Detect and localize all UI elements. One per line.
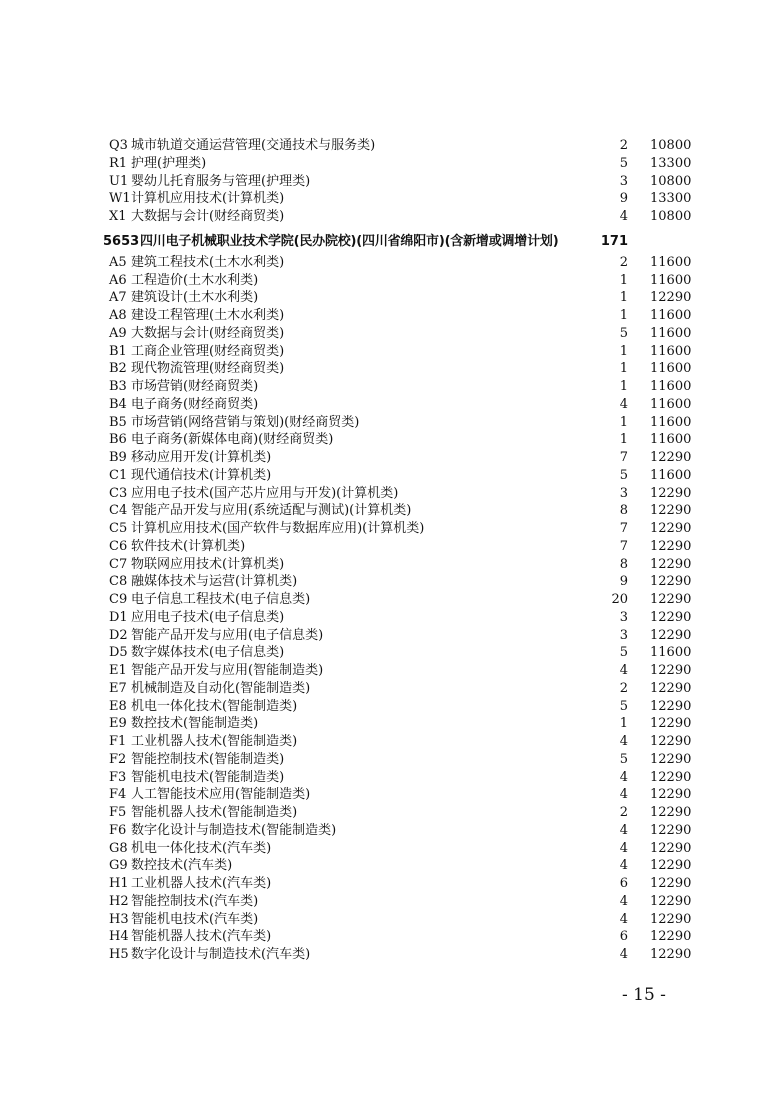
major-name: 建筑设计(土木水利类): [131, 290, 259, 306]
major-name: 应用电子技术(国产芯片应用与开发)(计算机类): [131, 485, 399, 501]
tuition-fee: 12290: [650, 716, 692, 732]
tuition-fee: 12290: [650, 574, 692, 590]
plan-count: 8: [619, 503, 628, 519]
plan-count: 3: [619, 485, 628, 501]
major-row: [0, 573, 777, 591]
major-row: [0, 449, 777, 467]
plan-count: 4: [619, 947, 628, 962]
major-code: H4: [109, 929, 129, 945]
tuition-fee: 12290: [650, 769, 692, 785]
major-row: [0, 414, 777, 432]
tuition-fee: 11600: [650, 379, 692, 394]
major-code: Q3: [109, 138, 128, 153]
major-name: 数字化设计与制造技术(智能制造类): [131, 822, 337, 838]
major-name: 工业机器人技术(汽车类): [131, 876, 272, 891]
plan-count: 4: [619, 663, 628, 678]
major-row: [0, 396, 777, 414]
plan-count: 7: [619, 538, 628, 554]
tuition-fee: 11600: [650, 645, 692, 661]
major-code: X1: [109, 209, 127, 224]
tuition-fee: 11600: [650, 414, 692, 430]
major-row: [0, 786, 777, 804]
tuition-fee: 12290: [650, 538, 692, 554]
tuition-fee: 12290: [650, 805, 692, 820]
tuition-fee: 12290: [650, 911, 692, 927]
tuition-fee: 12290: [650, 609, 692, 625]
plan-count: 5: [619, 698, 628, 714]
tuition-fee: 12290: [650, 751, 692, 767]
major-row: [0, 840, 777, 858]
major-name: 电子商务(财经商贸类): [131, 396, 259, 412]
major-name: 电子信息工程技术(电子信息类): [131, 592, 311, 607]
major-code: C9: [109, 592, 128, 607]
major-name: 工程造价(土木水利类): [131, 272, 259, 288]
major-code: A5: [109, 254, 127, 270]
school-major-rows: [0, 254, 777, 964]
major-row: [0, 911, 777, 929]
tuition-fee: 11600: [650, 325, 692, 341]
plan-count: 5: [619, 155, 628, 171]
major-name: 市场营销(网络营销与策划)(财经商贸类): [131, 414, 360, 430]
major-code: H3: [109, 911, 129, 927]
major-code: H5: [109, 947, 129, 962]
plan-count: 1: [619, 290, 628, 306]
major-code: F3: [109, 769, 127, 785]
major-code: W1: [109, 191, 131, 207]
major-code: D1: [109, 609, 128, 625]
plan-count: 4: [619, 893, 628, 909]
major-row: [0, 502, 777, 520]
tuition-fee: 12290: [650, 876, 692, 891]
major-code: H1: [109, 876, 129, 891]
major-row: [0, 254, 777, 272]
major-row: [0, 208, 777, 226]
plan-count: 5: [619, 645, 628, 661]
major-name: 数字化设计与制造技术(汽车类): [131, 947, 311, 962]
plan-count: 6: [619, 929, 628, 945]
major-row: [0, 715, 777, 733]
major-code: U1: [109, 173, 129, 189]
major-code: A7: [109, 290, 127, 306]
tuition-fee: 12290: [650, 929, 692, 945]
major-name: 机电一体化技术(智能制造类): [131, 698, 298, 714]
tuition-fee: 12290: [650, 893, 692, 909]
plan-count: 1: [619, 272, 628, 288]
tuition-fee: 10800: [650, 173, 692, 189]
major-name: 智能产品开发与应用(智能制造类): [131, 663, 324, 678]
major-name: 现代物流管理(财经商贸类): [131, 361, 285, 377]
major-code: F6: [109, 822, 127, 838]
school-name: 四川电子机械职业技术学院(民办院校)(四川省绵阳市)(含新增或调增计划): [140, 233, 559, 249]
tuition-fee: 12290: [650, 840, 692, 856]
major-name: 数字媒体技术(电子信息类): [131, 645, 285, 661]
major-name: 智能机电技术(汽车类): [131, 911, 259, 927]
major-name: 工业机器人技术(智能制造类): [131, 734, 298, 749]
major-row: [0, 378, 777, 396]
major-code: C5: [109, 521, 128, 536]
tuition-fee: 12290: [650, 663, 692, 678]
major-name: 机械制造及自动化(智能制造类): [131, 680, 311, 696]
tuition-fee: 10800: [650, 209, 692, 224]
plan-count: 1: [619, 308, 628, 323]
tuition-fee: 12290: [650, 627, 692, 643]
major-name: 市场营销(财经商贸类): [131, 379, 259, 394]
major-code: G9: [109, 858, 128, 874]
major-code: E1: [109, 663, 127, 678]
tuition-fee: 12290: [650, 450, 692, 465]
tuition-fee: 10800: [650, 138, 692, 153]
tuition-fee: 11600: [650, 343, 692, 359]
plan-count: 5: [619, 751, 628, 767]
plan-count: 4: [619, 822, 628, 838]
major-name: 电子商务(新媒体电商)(财经商贸类): [131, 432, 334, 448]
major-code: A9: [109, 325, 127, 341]
major-row: [0, 538, 777, 556]
major-row: [0, 137, 777, 155]
major-row: [0, 928, 777, 946]
major-row: [0, 893, 777, 911]
major-code: F1: [109, 734, 127, 749]
major-row: [0, 644, 777, 662]
major-name: 智能产品开发与应用(系统适配与测试)(计算机类): [131, 503, 412, 519]
major-code: B5: [109, 414, 127, 430]
plan-count: 7: [619, 521, 628, 536]
major-name: 人工智能技术应用(智能制造类): [131, 787, 311, 803]
major-code: D2: [109, 627, 128, 643]
major-row: [0, 431, 777, 449]
major-row: [0, 769, 777, 787]
plan-count: 4: [619, 396, 628, 412]
plan-count: 9: [619, 574, 628, 590]
tuition-fee: 11600: [650, 467, 692, 483]
major-name: 现代通信技术(计算机类): [131, 467, 272, 483]
tuition-fee: 12290: [650, 858, 692, 874]
plan-count: 2: [619, 138, 628, 153]
plan-count: 1: [619, 716, 628, 732]
major-name: 智能机器人技术(汽车类): [131, 929, 272, 945]
major-code: B3: [109, 379, 127, 394]
major-code: F2: [109, 751, 127, 767]
major-row: [0, 325, 777, 343]
plan-count: 4: [619, 840, 628, 856]
major-row: [0, 485, 777, 503]
major-row: [0, 698, 777, 716]
plan-count: 1: [619, 361, 628, 377]
major-code: C7: [109, 556, 128, 572]
major-code: B9: [109, 450, 127, 465]
tuition-fee: 11600: [650, 396, 692, 412]
plan-count: 1: [619, 432, 628, 448]
page-number-text: - 15 -: [622, 985, 666, 1005]
school-total: 171: [600, 233, 628, 249]
major-code: F4: [109, 787, 127, 803]
major-row: [0, 804, 777, 822]
major-name: 机电一体化技术(汽车类): [131, 840, 272, 856]
major-name: 智能控制技术(智能制造类): [131, 751, 285, 767]
major-code: A6: [109, 272, 127, 288]
major-code: B4: [109, 396, 127, 412]
major-name: 软件技术(计算机类): [131, 538, 246, 554]
major-name: 智能机电技术(智能制造类): [131, 769, 285, 785]
plan-count: 4: [619, 734, 628, 749]
enrollment-plan-list: [0, 137, 777, 964]
school-header: [0, 230, 777, 254]
plan-count: 8: [619, 556, 628, 572]
major-row: [0, 173, 777, 191]
major-row: [0, 822, 777, 840]
major-row: [0, 467, 777, 485]
plan-count: 3: [619, 627, 628, 643]
plan-count: 4: [619, 769, 628, 785]
tuition-fee: 12290: [650, 592, 692, 607]
major-name: 大数据与会计(财经商贸类): [131, 325, 285, 341]
major-name: 移动应用开发(计算机类): [131, 450, 272, 465]
major-code: H2: [109, 893, 129, 909]
tuition-fee: 12290: [650, 503, 692, 519]
major-code: E7: [109, 680, 127, 696]
major-row: [0, 875, 777, 893]
tuition-fee: 11600: [650, 361, 692, 377]
plan-count: 6: [619, 876, 628, 891]
tuition-fee: 11600: [650, 432, 692, 448]
major-name: 智能机器人技术(智能制造类): [131, 805, 298, 820]
plan-count: 4: [619, 787, 628, 803]
plan-count: 4: [619, 911, 628, 927]
major-code: C3: [109, 485, 128, 501]
plan-count: 1: [619, 343, 628, 359]
major-code: G8: [109, 840, 128, 856]
tuition-fee: 11600: [650, 308, 692, 323]
major-code: F5: [109, 805, 127, 820]
major-row: [0, 680, 777, 698]
plan-count: 4: [619, 858, 628, 874]
tuition-fee: 12290: [650, 556, 692, 572]
major-code: A8: [109, 308, 127, 323]
major-code: R1: [109, 155, 128, 171]
major-code: D5: [109, 645, 128, 661]
plan-count: 2: [619, 805, 628, 820]
major-name: 城市轨道交通运营管理(交通技术与服务类): [131, 138, 376, 153]
major-name: 智能控制技术(汽车类): [131, 893, 259, 909]
tuition-fee: 11600: [650, 254, 692, 270]
major-row: [0, 520, 777, 538]
major-row: [0, 946, 777, 964]
major-name: 婴幼儿托育服务与管理(护理类): [131, 173, 311, 189]
major-row: [0, 360, 777, 378]
tuition-fee: 13300: [650, 155, 692, 171]
major-name: 物联网应用技术(计算机类): [131, 556, 285, 572]
major-row: [0, 662, 777, 680]
previous-school-rows: [0, 137, 777, 226]
tuition-fee: 12290: [650, 680, 692, 696]
major-row: [0, 733, 777, 751]
major-code: C6: [109, 538, 128, 554]
major-row: [0, 307, 777, 325]
major-row: [0, 556, 777, 574]
tuition-fee: 11600: [650, 272, 692, 288]
major-code: E9: [109, 716, 127, 732]
plan-count: 5: [619, 325, 628, 341]
plan-count: 20: [611, 592, 628, 607]
major-name: 建设工程管理(土木水利类): [131, 308, 285, 323]
major-name: 护理(护理类): [131, 155, 207, 171]
plan-count: 5: [619, 467, 628, 483]
major-name: 计算机应用技术(计算机类): [131, 191, 285, 207]
major-row: [0, 190, 777, 208]
major-name: 融媒体技术与运营(计算机类): [131, 574, 298, 590]
tuition-fee: 12290: [650, 734, 692, 749]
plan-count: 4: [619, 209, 628, 224]
plan-count: 3: [619, 609, 628, 625]
major-row: [0, 751, 777, 769]
tuition-fee: 12290: [650, 485, 692, 501]
major-code: C4: [109, 503, 128, 519]
major-code: B1: [109, 343, 127, 359]
major-name: 数控技术(汽车类): [131, 858, 233, 874]
major-row: [0, 289, 777, 307]
major-row: [0, 609, 777, 627]
major-name: 应用电子技术(电子信息类): [131, 609, 285, 625]
major-row: [0, 627, 777, 645]
tuition-fee: 12290: [650, 822, 692, 838]
plan-count: 1: [619, 414, 628, 430]
major-code: B6: [109, 432, 127, 448]
major-row: [0, 272, 777, 290]
plan-count: 1: [619, 379, 628, 394]
tuition-fee: 12290: [650, 947, 692, 962]
major-name: 计算机应用技术(国产软件与数据库应用)(计算机类): [131, 521, 425, 536]
major-row: [0, 857, 777, 875]
major-name: 工商企业管理(财经商贸类): [131, 343, 285, 359]
major-row: [0, 155, 777, 173]
major-code: E8: [109, 698, 127, 714]
plan-count: 9: [619, 191, 628, 207]
tuition-fee: 12290: [650, 698, 692, 714]
tuition-fee: 13300: [650, 191, 692, 207]
major-row: [0, 343, 777, 361]
plan-count: 7: [619, 450, 628, 465]
major-code: C1: [109, 467, 128, 483]
major-code: B2: [109, 361, 127, 377]
plan-count: 2: [619, 254, 628, 270]
major-name: 大数据与会计(财经商贸类): [131, 209, 285, 224]
tuition-fee: 12290: [650, 787, 692, 803]
major-code: C8: [109, 574, 128, 590]
plan-count: 3: [619, 173, 628, 189]
tuition-fee: 12290: [650, 290, 692, 306]
school-code: 5653: [103, 233, 140, 249]
major-name: 建筑工程技术(土木水利类): [131, 254, 285, 270]
tuition-fee: 12290: [650, 521, 692, 536]
major-row: [0, 591, 777, 609]
plan-count: 2: [619, 680, 628, 696]
major-name: 数控技术(智能制造类): [131, 716, 259, 732]
major-name: 智能产品开发与应用(电子信息类): [131, 627, 324, 643]
